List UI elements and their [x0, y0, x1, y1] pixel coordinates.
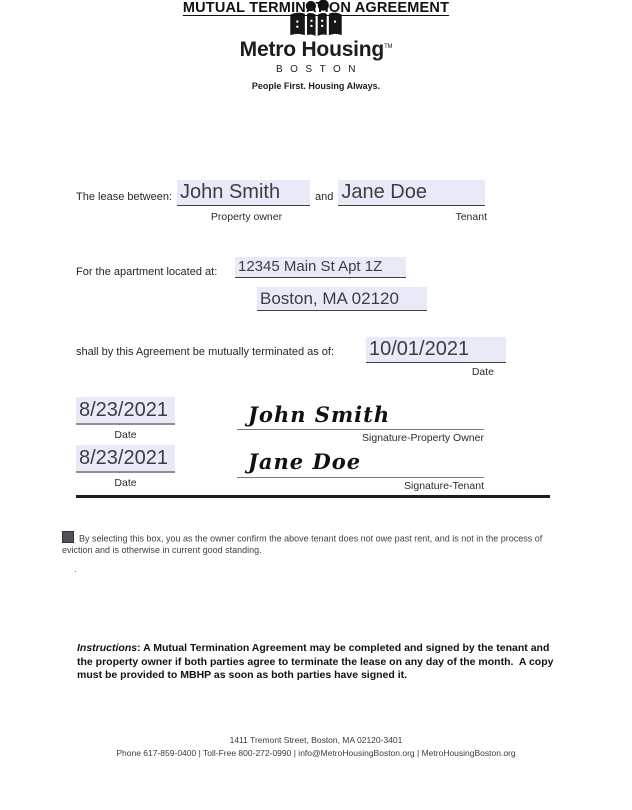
document-title: MUTUAL TERMINATION AGREEMENT [182, 0, 450, 16]
tenant-field[interactable] [338, 180, 485, 206]
address-line1-value: 12345 Main St Apt 1Z [235, 257, 406, 277]
owner-signature-field[interactable]: John Smith [248, 402, 391, 427]
footer-block [0, 734, 632, 759]
owner-confirmation-text: By selecting this box, you as the owner confirm the above tenant does not owe past rent, and is not in the process of eviction and is otherwise in current good standing. [62, 533, 543, 555]
stray-period-text: . [74, 564, 77, 574]
property-owner-caption: Property owner [210, 211, 283, 223]
lease-between-label: The lease between: [76, 191, 173, 203]
tenant-signature-field[interactable]: Jane Doe [248, 449, 362, 474]
property-owner-value: John Smith [177, 180, 310, 205]
address-line2-field[interactable] [257, 287, 427, 311]
owner-signature-caption: Signature-Property Owner [362, 432, 484, 444]
owner-sign-date-caption: Date [114, 429, 137, 441]
and-text: and [315, 191, 334, 203]
termination-date-field[interactable] [366, 337, 506, 363]
logo-city: BOSTON [275, 64, 364, 75]
termination-date-caption: Date [471, 366, 494, 378]
instructions-label: Instructions [77, 642, 138, 654]
owner-confirmation-checkbox[interactable] [62, 531, 74, 543]
owner-confirmation-block [62, 531, 570, 557]
tenant-sign-date-field[interactable] [76, 445, 175, 473]
logo-tagline: People First. Housing Always. [251, 81, 381, 91]
footer-contact: Phone 617-859-0400 | Toll-Free 800-272-0990 | info@MetroHousingBoston.org | MetroHousingBoston.org [116, 747, 516, 758]
apartment-located-label: For the apartment located at: [76, 266, 218, 278]
owner-sign-date-field[interactable] [76, 397, 175, 425]
trademark-mark: TM [384, 44, 393, 50]
tenant-signature-caption: Signature-Tenant [404, 480, 484, 492]
terminated-as-of-label: shall by this Agreement be mutually terminated as of: [76, 346, 335, 358]
tenant-signature-line [237, 477, 484, 478]
footer-address: 1411 Tremont Street, Boston, MA 02120-3401 [229, 735, 403, 745]
address-line1-field[interactable] [235, 257, 406, 278]
tenant-sign-date-value: 8/23/2021 [76, 445, 175, 471]
tenant-value: Jane Doe [338, 180, 485, 205]
property-owner-field[interactable] [177, 180, 310, 206]
instructions-paragraph [77, 642, 565, 683]
tenant-sign-date-caption: Date [114, 477, 137, 489]
instructions-text: : A Mutual Termination Agreement may be completed and signed by the tenant and the property owner if both parties agree to terminate the lease on any day of the month. A copy must be provided to MBHP as soon as both parties have signed it. [77, 642, 557, 681]
owner-sign-date-value: 8/23/2021 [76, 397, 175, 423]
termination-date-value: 10/01/2021 [366, 337, 506, 362]
owner-signature-line [237, 429, 484, 430]
logo-name: Metro Housing™ [239, 38, 393, 61]
tenant-caption: Tenant [455, 211, 487, 223]
section-divider [76, 495, 550, 498]
address-line2-value: Boston, MA 02120 [257, 287, 427, 310]
lease-between-row [76, 180, 485, 206]
